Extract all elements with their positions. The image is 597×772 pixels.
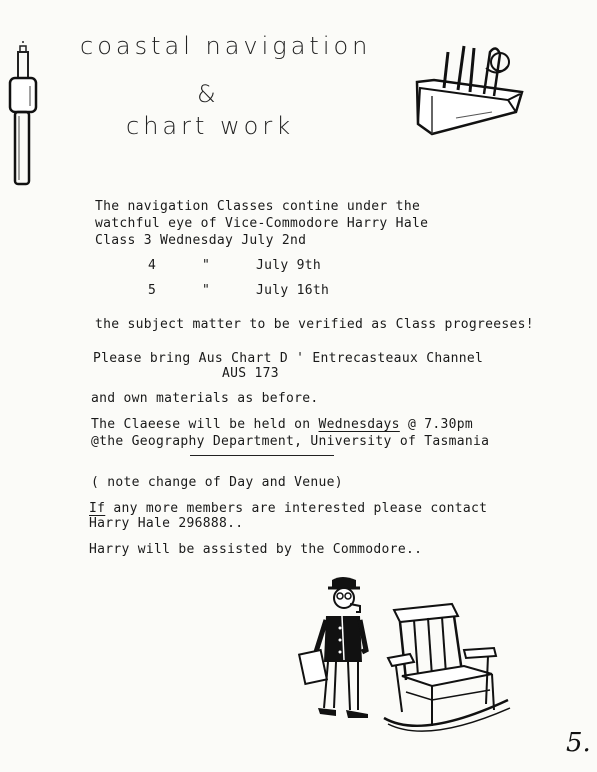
intro-line-2: watchful eye of Vice-Commodore Harry Hale <box>95 216 429 231</box>
title-line-1: coastal navigation <box>80 32 372 60</box>
class-4-ditto: " <box>202 258 211 273</box>
pencil-illustration-icon <box>6 40 38 188</box>
class-5-number: 5 <box>148 283 157 298</box>
page-number: 5. <box>566 728 591 758</box>
class-3-line: Class 3 Wednesday July 2nd <box>95 233 307 248</box>
note-line: ( note change of Day and Venue) <box>91 475 343 490</box>
class-5-date: July 16th <box>256 283 330 298</box>
title-ampersand: & <box>197 80 220 108</box>
bring-line-1: Please bring Aus Chart D ' Entrecasteaux Channel <box>93 351 484 366</box>
venue-prefix: The Claeese will be held on <box>91 417 319 432</box>
venue-day: Wednesdays <box>318 417 400 432</box>
class-4-date: July 9th <box>256 258 322 273</box>
venue-underline <box>190 455 334 456</box>
contact-rest: any more members are interested please contact <box>105 501 488 516</box>
commodore-illustration-icon <box>296 572 380 722</box>
assist-line: Harry will be assisted by the Commodore.. <box>89 542 423 557</box>
class-4-number: 4 <box>148 258 157 273</box>
contact-line-2: Harry Hale 296888.. <box>89 516 244 531</box>
venue-line-1 <box>91 416 473 433</box>
venue-time: @ 7.30pm <box>399 417 473 432</box>
intro-line-1: The navigation Classes contine under the <box>95 199 421 214</box>
bring-line-2: AUS 173 <box>222 366 279 381</box>
title-line-2: chart work <box>126 112 295 140</box>
class-5-ditto: " <box>202 283 211 298</box>
pen-holder-illustration-icon <box>412 38 530 138</box>
bring-line-3: and own materials as before. <box>91 391 319 406</box>
contact-if: If <box>89 501 106 516</box>
venue-line-2: @the Geography Department, University of Tasmania <box>91 434 490 449</box>
subject-line: the subject matter to be verified as Class progreeses! <box>95 317 534 332</box>
rocking-chair-illustration-icon <box>382 600 514 746</box>
